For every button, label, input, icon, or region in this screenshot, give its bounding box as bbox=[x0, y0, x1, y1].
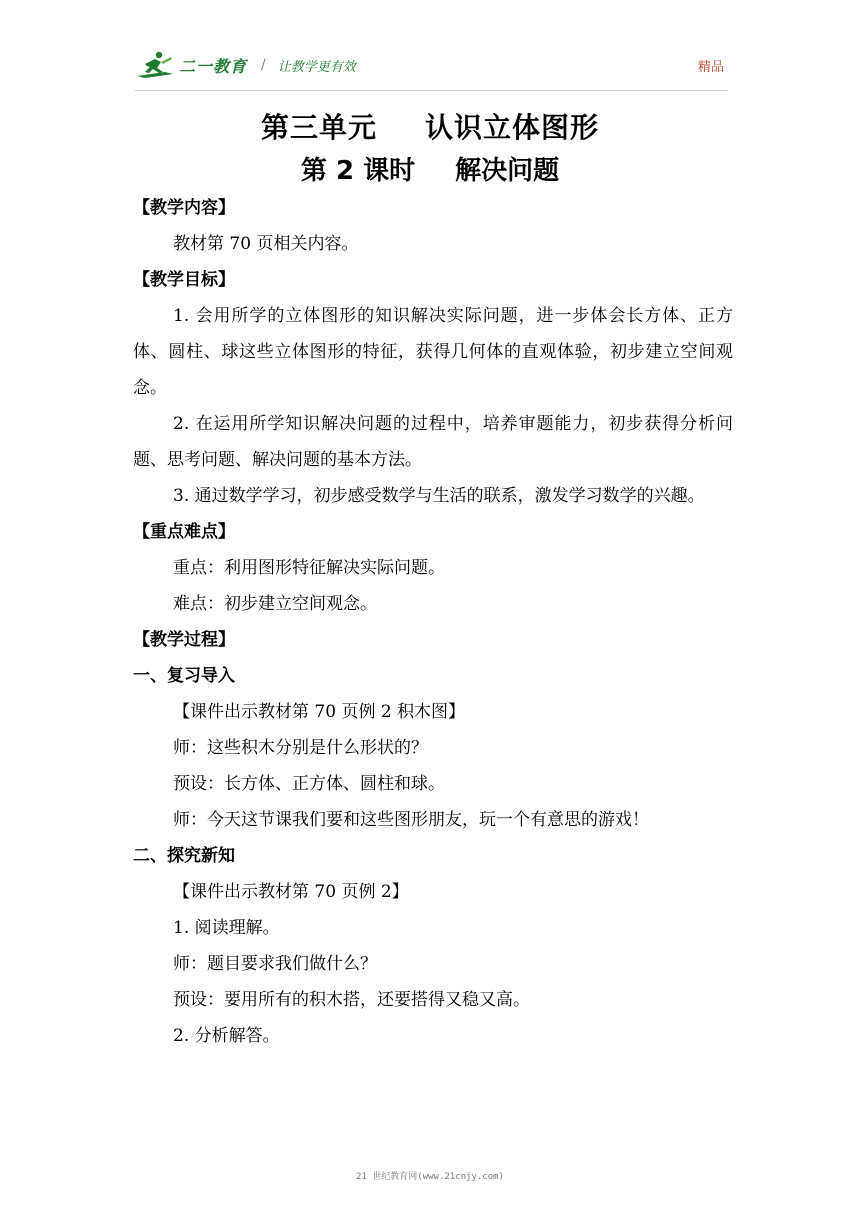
part-1-line: 师：这些积木分别是什么形状的？ bbox=[173, 738, 428, 758]
part-2-line: 师：题目要求我们做什么？ bbox=[173, 954, 377, 974]
unit-name: 认识立体图形 bbox=[425, 111, 600, 144]
part-2-heading: 二、探究新知 bbox=[133, 846, 235, 866]
goal-1: 1. 会用所学的立体图形的知识解决实际问题，进一步体会长方体、正方体、圆柱、球这些立体图形的特征，获得几何体的直观体验，初步建立空间观念。 bbox=[133, 306, 733, 398]
header-separator: / bbox=[261, 57, 266, 73]
brand-slogan: 让教学更有效 bbox=[277, 59, 356, 75]
page-header bbox=[0, 0, 860, 100]
content-text: 教材第 70 页相关内容。 bbox=[173, 234, 359, 254]
page-footer: 21 世纪教育网(www.21cnjy.com) bbox=[356, 1172, 504, 1182]
section-heading-key-points: 【重点难点】 bbox=[133, 522, 235, 542]
part-2-line: 【课件出示教材第 70 页例 2】 bbox=[173, 882, 409, 902]
section-heading-process: 【教学过程】 bbox=[133, 630, 235, 650]
lesson-name: 解决问题 bbox=[455, 156, 560, 186]
brand-logo bbox=[135, 50, 356, 80]
header-divider bbox=[135, 90, 728, 91]
unit-number: 第三单元 bbox=[260, 111, 377, 144]
difficult-point: 难点：初步建立空间观念。 bbox=[173, 594, 377, 614]
part-1-line: 预设：长方体、正方体、圆柱和球。 bbox=[173, 774, 445, 794]
key-point: 重点：利用图形特征解决实际问题。 bbox=[173, 558, 445, 578]
part-1-heading: 一、复习导入 bbox=[133, 666, 235, 686]
lesson-number: 第 2 课时 bbox=[300, 156, 416, 186]
section-heading-goals: 【教学目标】 bbox=[133, 270, 235, 290]
part-2-line: 1. 阅读理解。 bbox=[173, 918, 280, 938]
part-2-line: 预设：要用所有的积木搭，还要搭得又稳又高。 bbox=[173, 990, 530, 1010]
part-1-line: 师：今天这节课我们要和这些图形朋友，玩一个有意思的游戏！ bbox=[173, 810, 649, 830]
unit-title bbox=[0, 106, 860, 146]
goal-2: 2. 在运用所学知识解决问题的过程中，培养审题能力，初步获得分析问题、思考问题、解决问题的基本方法。 bbox=[133, 414, 733, 470]
brand-name: 二一教育 bbox=[179, 56, 248, 76]
goal-3: 3. 通过数学学习，初步感受数学与生活的联系，激发学习数学的兴趣。 bbox=[173, 486, 705, 506]
runner-logo-icon bbox=[135, 50, 175, 80]
part-1-line: 【课件出示教材第 70 页例 2 积木图】 bbox=[173, 702, 466, 722]
document-body bbox=[133, 190, 733, 1054]
part-2-line: 2. 分析解答。 bbox=[173, 1026, 280, 1046]
section-heading-content: 【教学内容】 bbox=[133, 198, 235, 218]
quality-badge: 精品 bbox=[697, 60, 724, 75]
lesson-title bbox=[0, 150, 860, 187]
